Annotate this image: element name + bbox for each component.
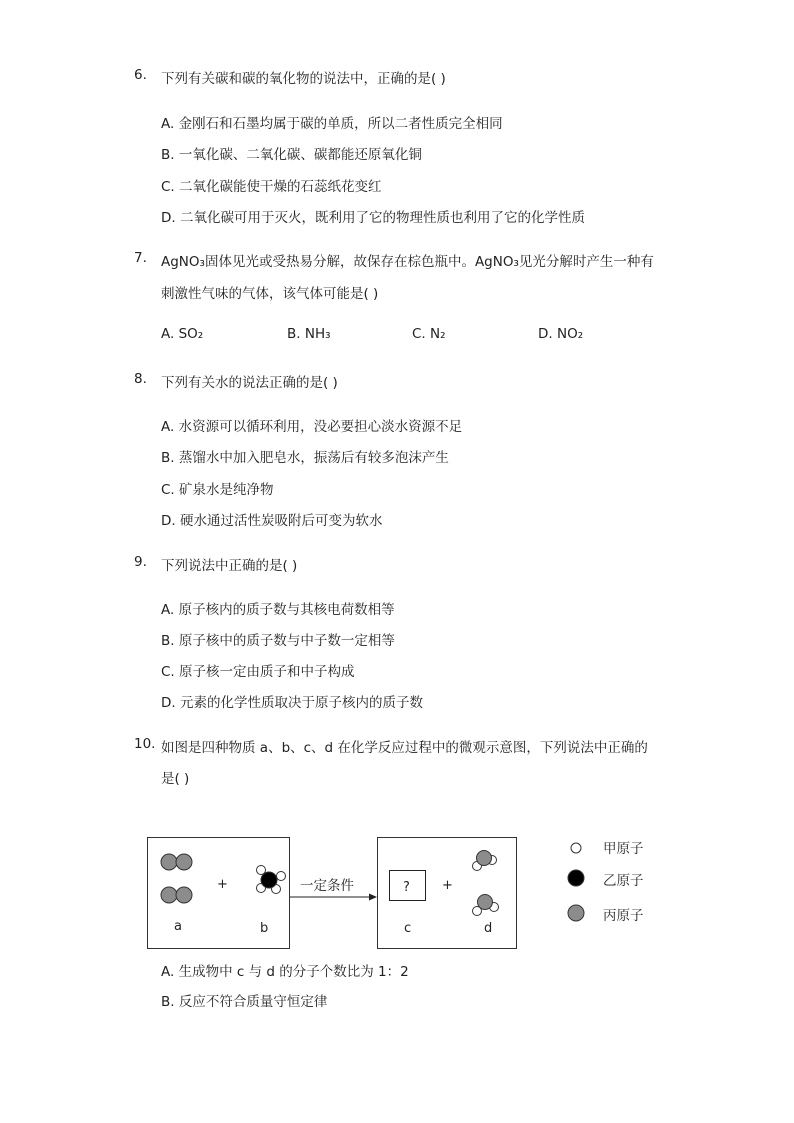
option-b: B. 原子核中的质子数与中子数一定相等 (161, 633, 395, 649)
option-d: D. 元素的化学性质取决于原子核内的质子数 (161, 695, 423, 711)
plus-sign: + (217, 877, 228, 892)
question-number: 6. (134, 67, 147, 83)
option-b: B. 反应不符合质量守恒定律 (161, 994, 328, 1010)
legend-yi: 乙原子 (603, 873, 644, 889)
unknown-mark: ? (403, 880, 410, 895)
option-a: A. 生成物中 c 与 d 的分子个数比为 1：2 (161, 964, 409, 980)
legend (568, 841, 644, 924)
question-stem: AgNO₃固体见光或受热易分解，故保存在棕色瓶中。AgNO₃见光分解时产生一种有 (161, 254, 654, 270)
question-stem: 下列有关水的说法正确的是( ) (161, 375, 338, 391)
plus-sign: + (442, 878, 453, 893)
option-b: B. NH₃ (287, 326, 331, 342)
question-number: 8. (134, 371, 147, 387)
option-d: D. NO₂ (538, 326, 584, 342)
condition-label: 一定条件 (300, 878, 354, 894)
option-a: A. 原子核内的质子数与其核电荷数相等 (161, 602, 395, 618)
option-a: A. SO₂ (161, 326, 204, 342)
arrow-head-icon (369, 894, 377, 901)
legend-bing: 丙原子 (603, 908, 644, 924)
jia-atom-icon (571, 843, 581, 853)
option-b: B. 蒸馏水中加入肥皂水，振荡后有较多泡沫产生 (161, 450, 449, 466)
question-number: 7. (134, 250, 147, 266)
option-a: A. 水资源可以循环利用，没必要担心淡水资源不足 (161, 419, 463, 435)
question-stem: 如图是四种物质 a、b、c、d 在化学反应过程中的微观示意图，下列说法中正确的 (161, 740, 648, 756)
label-b: b (260, 921, 269, 936)
question-stem-continued: 刺激性气味的气体，该气体可能是( ) (161, 286, 379, 302)
molecule-b-icon (257, 866, 286, 894)
option-d: D. 硬水通过活性炭吸附后可变为软水 (161, 513, 383, 529)
option-c: C. 二氧化碳能使干燥的石蕊纸花变红 (161, 179, 382, 195)
option-c: C. 矿泉水是纯净物 (161, 482, 274, 498)
label-d: d (484, 921, 493, 936)
option-c: C. 原子核一定由质子和中子构成 (161, 664, 355, 680)
label-a: a (174, 919, 182, 934)
products-box (378, 838, 517, 949)
question-stem-continued: 是( ) (161, 771, 190, 787)
legend-jia: 甲原子 (603, 841, 644, 857)
option-d: D. 二氧化碳可用于灭火，既利用了它的物理性质也利用了它的化学性质 (161, 210, 585, 226)
question-number: 9. (134, 554, 147, 570)
molecule-d-icon (473, 851, 499, 916)
label-c: c (404, 921, 412, 936)
option-c: C. N₂ (412, 326, 446, 342)
yi-atom-icon (568, 870, 584, 886)
question-number: 10. (134, 736, 156, 752)
option-a: A. 金刚石和石墨均属于碳的单质，所以二者性质完全相同 (161, 116, 503, 132)
question-stem: 下列说法中正确的是( ) (161, 558, 298, 574)
unknown-molecule-box (390, 871, 426, 901)
reactants-box (148, 838, 290, 949)
option-b: B. 一氧化碳、二氧化碳、碳都能还原氧化铜 (161, 147, 422, 163)
molecule-a-icon (161, 854, 192, 903)
question-stem: 下列有关碳和碳的氧化物的说法中，正确的是( ) (161, 71, 446, 87)
bing-atom-icon (568, 905, 584, 921)
